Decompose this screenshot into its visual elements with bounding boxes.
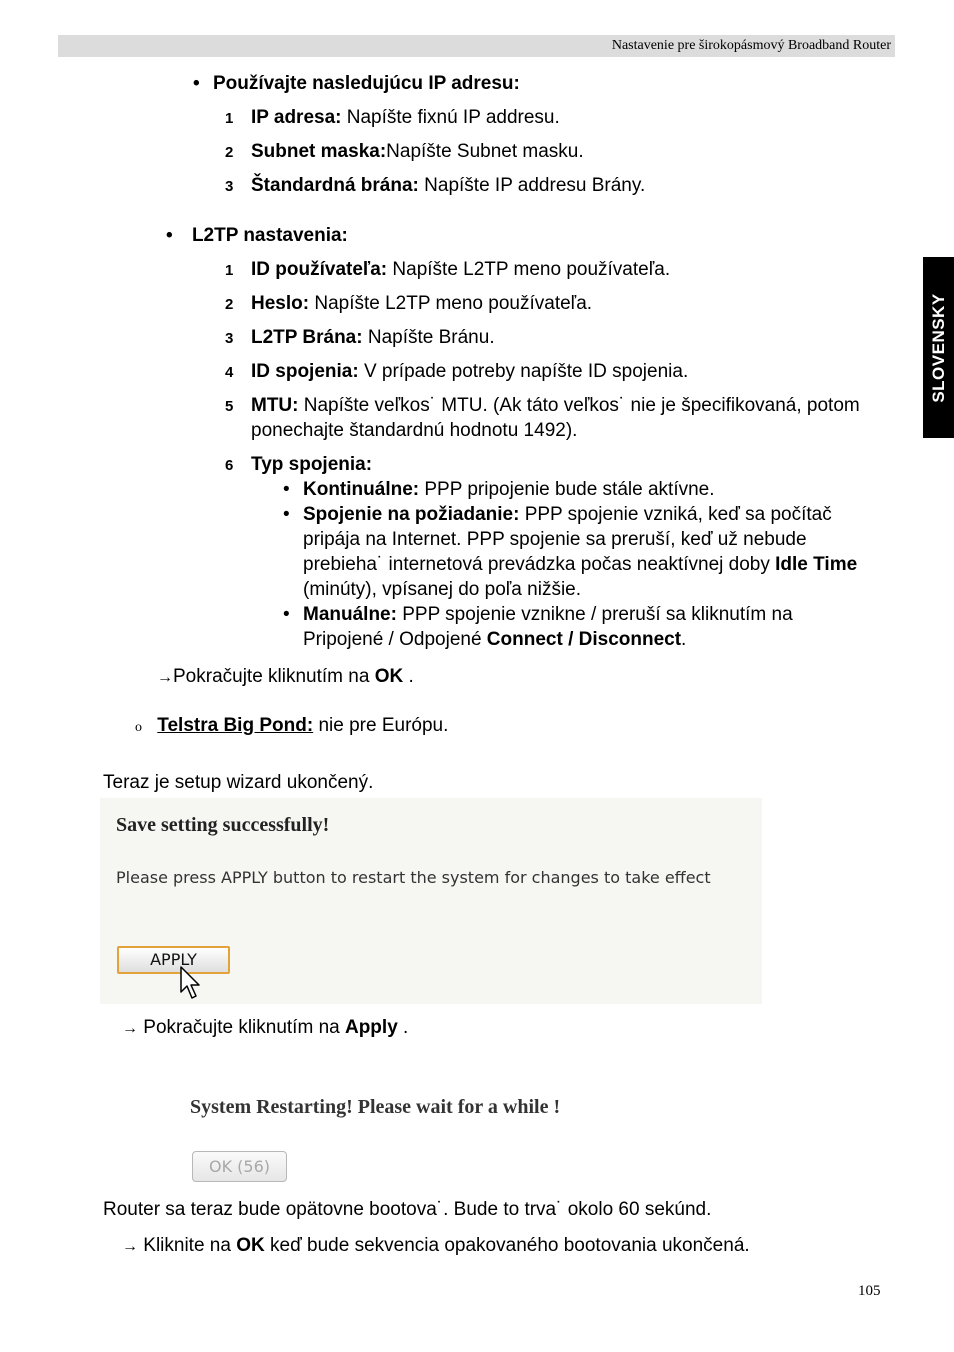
static-ip-heading: Používajte nasledujúcu IP adresu: [212, 73, 520, 94]
item-label: IP adresa: [251, 107, 342, 128]
list-item [225, 257, 233, 283]
list-item [225, 325, 233, 351]
instruction-text: Kliknite na [138, 1235, 237, 1256]
item-text: Napíšte veľkos˙ MTU. (Ak táto veľkos˙ nie je špecifikovaná, potom [298, 395, 860, 416]
item-label: ID používateľa: [251, 259, 388, 280]
item-label: ID spojenia: [251, 361, 359, 382]
on-demand-line3 [303, 552, 857, 577]
sub-bullet: • [283, 504, 290, 525]
arrow-right-icon: → [122, 1020, 138, 1037]
item-text: Napíšte L2TP meno používateľa. [309, 293, 593, 314]
instruction-text: Pokračujte kliknutím na [173, 666, 375, 687]
item-label: Kontinuálne: [303, 479, 420, 500]
l2tp-heading: L2TP nastavenia: [191, 225, 348, 246]
system-restarting-title: System Restarting! Please wait for a while ! [190, 1096, 561, 1118]
wizard-complete-text: Teraz je setup wizard ukončený. [103, 772, 374, 793]
page-number: 105 [858, 1283, 881, 1299]
item-label: Manuálne: [303, 604, 397, 625]
idle-time-term: Idle Time [775, 554, 858, 575]
telstra-text: nie pre Európu. [313, 715, 449, 736]
save-success-title: Save setting successfully! [116, 814, 330, 836]
item-text: Napíšte Bránu. [362, 327, 495, 348]
on-demand-line4: (minúty), vpísanej do poľa nižšie. [303, 579, 582, 600]
apply-button[interactable]: APPLY [117, 946, 230, 974]
item-label: L2TP Brána: [251, 327, 363, 348]
item-number: 4 [225, 364, 234, 381]
instruction-text: keď bude sekvencia opakovaného bootovania ukončená. [264, 1235, 750, 1256]
list-item [225, 452, 233, 478]
continue-apply-instruction [122, 1015, 408, 1041]
item-number: 3 [225, 330, 234, 347]
instruction-text: . [403, 666, 414, 687]
arrow-right-icon: → [122, 1238, 138, 1255]
on-demand-line2: pripája na Internet. PPP spojenie sa preruší, keď už nebude [303, 529, 807, 550]
item-text: Napíšte IP addresu Brány. [418, 175, 646, 196]
list-item-text [251, 139, 584, 164]
item-text: PPP pripojenie bude stále aktívne. [419, 479, 715, 500]
ok-term: OK [236, 1235, 265, 1256]
ok-term: OK [374, 666, 404, 687]
telstra-row [135, 713, 448, 740]
item-text: Napíšte L2TP meno používateľa. [387, 259, 671, 280]
l2tp-heading-row [166, 223, 348, 248]
list-item-text [251, 325, 495, 350]
connection-type-manual [303, 602, 793, 627]
list-item-text-continued: ponechajte štandardnú hodnotu 1492). [251, 420, 578, 441]
item-number: 1 [225, 262, 234, 279]
list-item-text [251, 291, 592, 316]
sub-bullet: • [283, 479, 290, 500]
item-label: Typ spojenia: [251, 454, 373, 475]
list-item-text [251, 105, 560, 130]
list-item-text [251, 393, 860, 418]
final-ok-instruction [122, 1233, 750, 1259]
sub-bullet: • [283, 604, 290, 625]
language-side-tab [923, 257, 954, 438]
page-header-bar [58, 35, 895, 57]
static-ip-heading-row [193, 71, 520, 96]
continue-ok-instruction [157, 664, 414, 690]
mouse-pointer-icon [180, 966, 202, 1000]
list-marker: o [135, 720, 142, 735]
bullet: • [193, 73, 200, 94]
language-side-tab-label: SLOVENSKY [928, 292, 948, 403]
instruction-text: Pokračujte kliknutím na [138, 1017, 345, 1038]
item-text: PPP spojenie vznikne / preruší sa kliknutím na [396, 604, 793, 625]
item-text: prebieha˙ internetová prevádzka počas neaktívnej doby [303, 554, 776, 575]
item-number: 5 [225, 398, 234, 415]
item-text: Napíšte Subnet masku. [386, 141, 584, 162]
save-success-message: Please press APPLY button to restart the system for changes to take effect [116, 868, 711, 887]
manual-line2 [303, 627, 686, 652]
item-text: . [681, 629, 687, 650]
arrow-right-icon: → [157, 669, 173, 686]
list-item [225, 359, 233, 385]
list-item-text [251, 257, 670, 282]
list-item [225, 393, 233, 419]
list-item [225, 105, 233, 131]
list-item [225, 173, 233, 199]
list-item-text [251, 359, 688, 384]
item-text: PPP spojenie vzniká, keď sa počítač [519, 504, 832, 525]
ok-countdown-button[interactable]: OK (56) [192, 1151, 287, 1182]
list-item [225, 291, 233, 317]
item-label: Heslo: [251, 293, 310, 314]
item-number: 1 [225, 110, 234, 127]
reboot-text: Router sa teraz bude opätovne bootova˙. Bude to trva˙ okolo 60 sekúnd. [103, 1199, 712, 1220]
list-item-text [251, 452, 372, 477]
header-title: Nastavenie pre širokopásmový Broadband Router [611, 38, 891, 53]
item-label: Spojenie na požiadanie: [303, 504, 520, 525]
connection-type-continuous [303, 477, 715, 502]
item-number: 2 [225, 144, 234, 161]
item-label: Štandardná brána: [251, 175, 419, 196]
item-text: V prípade potreby napíšte ID spojenia. [358, 361, 689, 382]
apply-term: Apply [344, 1017, 398, 1038]
item-number: 3 [225, 178, 234, 195]
telstra-link: Telstra Big Pond: [157, 715, 314, 736]
item-number: 2 [225, 296, 234, 313]
connection-type-on-demand [303, 502, 832, 527]
item-label: MTU: [251, 395, 299, 416]
bullet: • [166, 225, 173, 246]
instruction-text: . [397, 1017, 409, 1038]
item-number: 6 [225, 457, 234, 474]
connect-disconnect-term: Connect / Disconnect [486, 629, 682, 650]
list-item [225, 139, 233, 165]
item-text: Pripojené / Odpojené [303, 629, 487, 650]
item-text: Napíšte fixnú IP addresu. [341, 107, 560, 128]
item-label: Subnet maska: [251, 141, 387, 162]
list-item-text [251, 173, 645, 198]
